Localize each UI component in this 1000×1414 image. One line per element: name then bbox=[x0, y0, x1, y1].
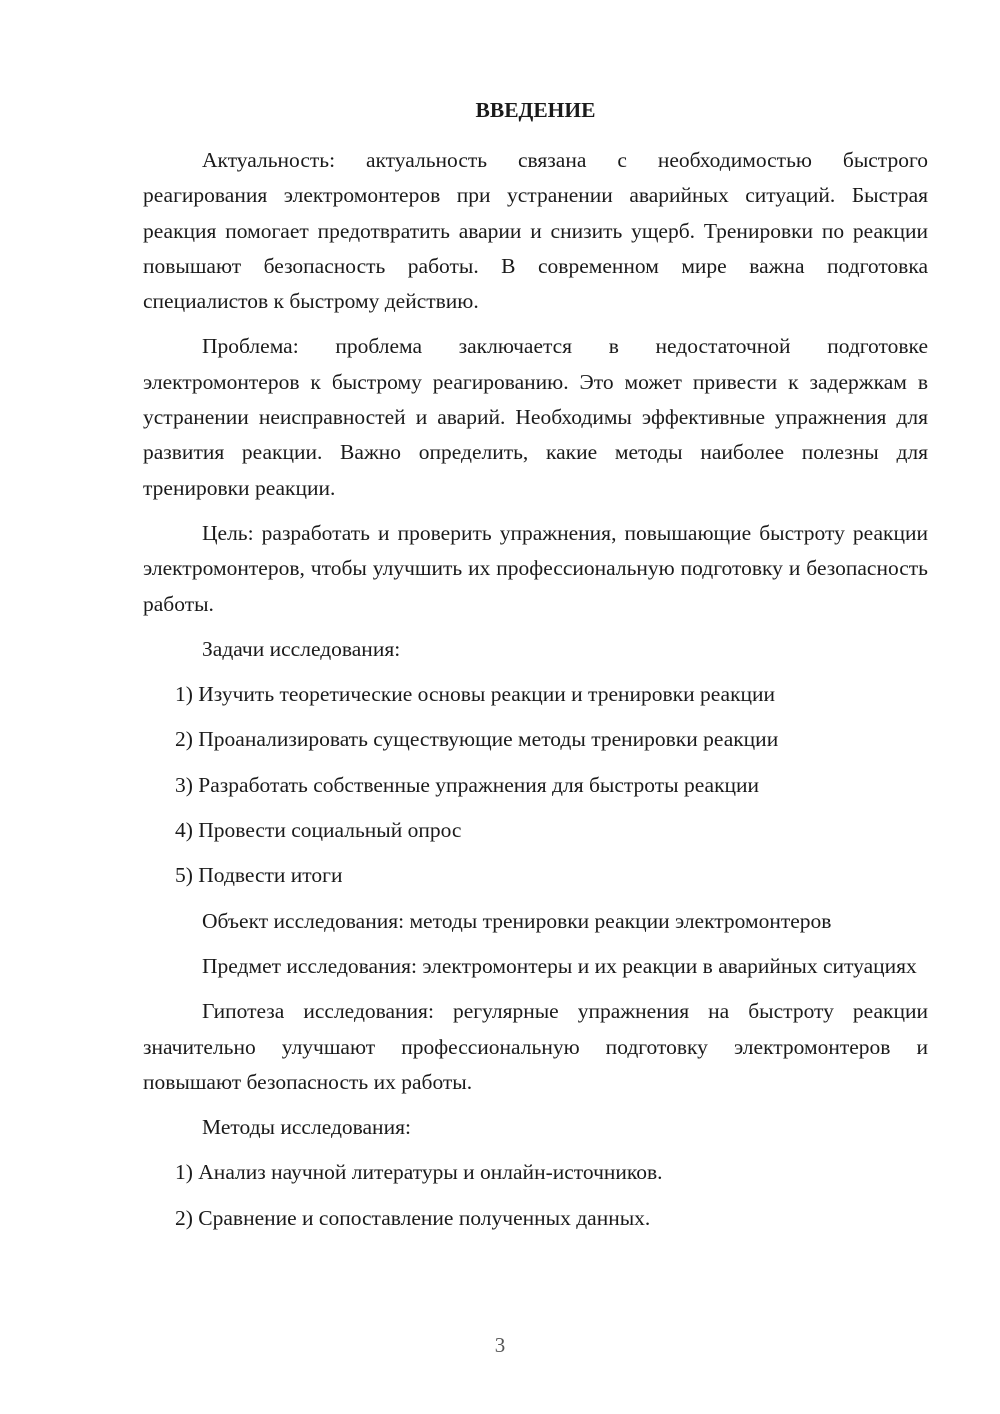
list-item: 3) Разработать собственные упражнения для быстроты реакции bbox=[175, 772, 760, 797]
object-paragraph: Объект исследования: методы тренировки реакции электромонтеров bbox=[202, 908, 832, 933]
tasks-heading: Задачи исследования: bbox=[202, 636, 401, 661]
list-item: 5) Подвести итоги bbox=[175, 863, 343, 888]
document-body bbox=[143, 143, 928, 1246]
subject-paragraph: Предмет исследования: электромонтеры и их реакции в аварийных ситуациях bbox=[202, 953, 917, 978]
page-title: ВВЕДЕНИЕ bbox=[475, 98, 596, 122]
methods-heading: Методы исследования: bbox=[202, 1115, 411, 1140]
relevance-paragraph: Актуальность: актуальность связана с необходимостью быстрого реагирования электромонтеров при устранении аварийных ситуаций. Быстрая реакция помогает предотвратить аварии и снизить ущерб. Тренировки по реакции повышают безопасность работы. В современном мире важна подготовка специалистов к быстрому действию. bbox=[143, 148, 928, 314]
tasks-list bbox=[143, 677, 928, 893]
hypothesis-paragraph: Гипотеза исследования: регулярные упражнения на быстроту реакции значительно улучшают профессиональную подготовку электромонтеров и повышают безопасность их работы. bbox=[143, 999, 928, 1094]
list-item: 1) Изучить теоретические основы реакции и тренировки реакции bbox=[175, 682, 776, 707]
list-item: 1) Анализ научной литературы и онлайн-источников. bbox=[175, 1160, 663, 1185]
problem-paragraph: Проблема: проблема заключается в недостаточной подготовке электромонтеров к быстрому реагированию. Это может привести к задержкам в устранении неисправностей и аварий. Необходимы эффективные упражнения для развития реакции. Важно определить, какие методы наиболее полезны для тренировки реакции. bbox=[143, 334, 928, 500]
page-number: 3 bbox=[494, 1333, 506, 1357]
methods-list bbox=[143, 1155, 928, 1236]
list-item: 2) Проанализировать существующие методы тренировки реакции bbox=[175, 727, 779, 752]
list-item: 2) Сравнение и сопоставление полученных данных. bbox=[175, 1205, 651, 1230]
list-item: 4) Провести социальный опрос bbox=[175, 818, 462, 843]
goal-paragraph: Цель: разработать и проверить упражнения, повышающие быстроту реакции электромонтеров, чтобы улучшить их профессиональную подготовку и безопасность работы. bbox=[143, 520, 928, 616]
